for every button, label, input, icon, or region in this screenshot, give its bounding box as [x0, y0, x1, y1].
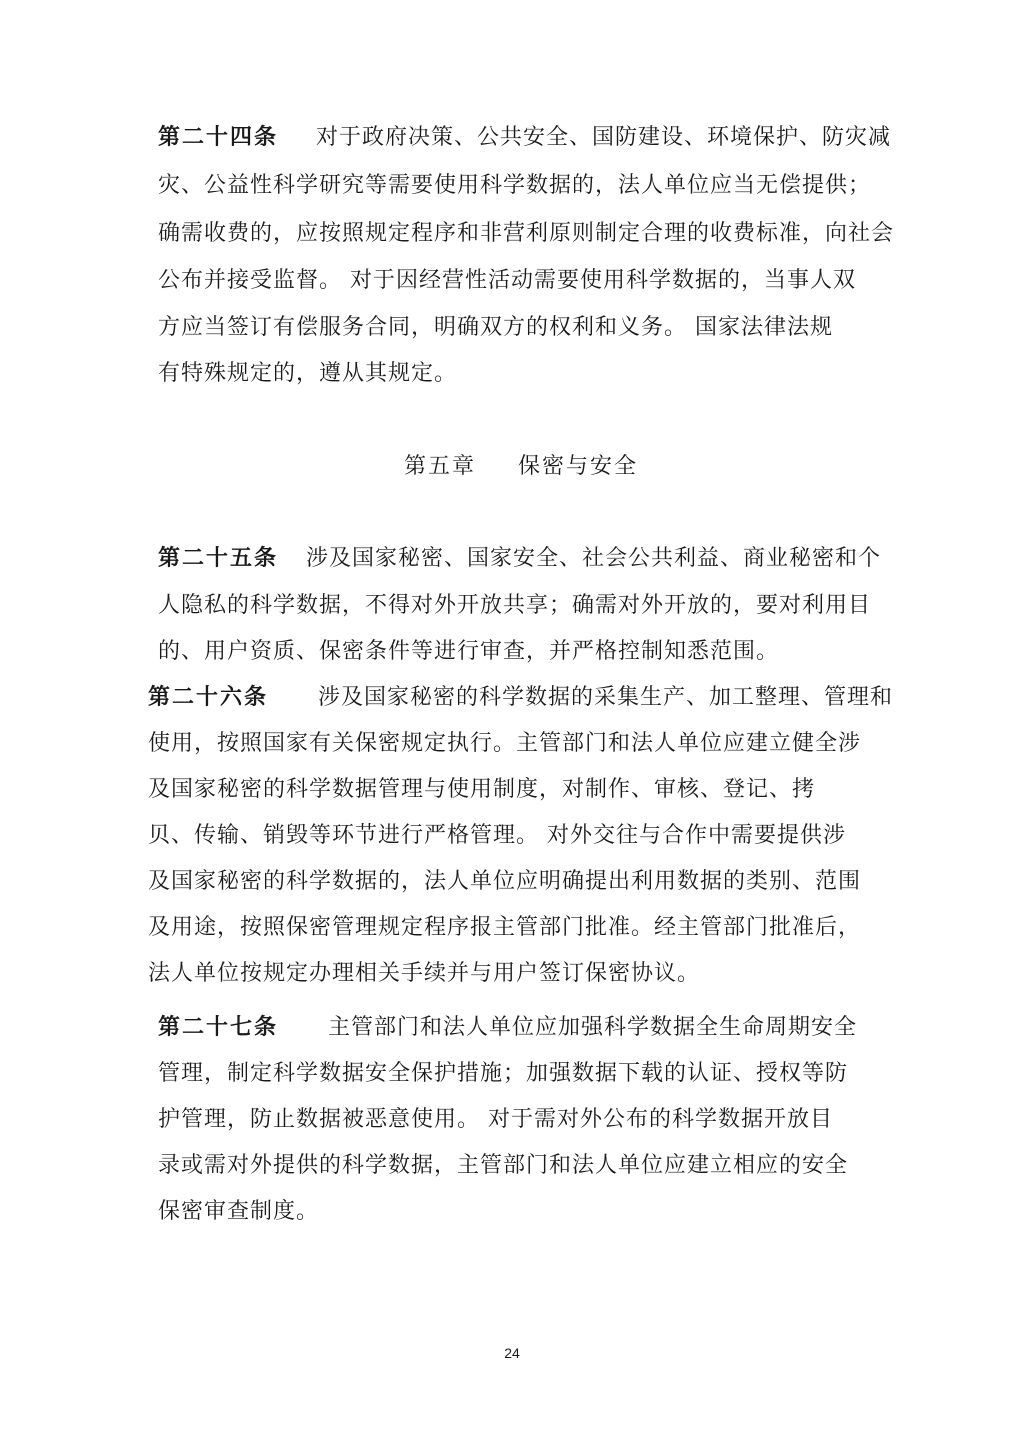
article-27-text: 主管部门和法人单位应加强科学数据全生命周期安全 [328, 1015, 858, 1040]
article-24-text: 对于政府决策、公共安全、国防建设、环境保护、防灾减 [316, 125, 892, 150]
article-26-line-6: 及用途，按照保密管理规定程序报主管部门批准。经主管部门批准后， [148, 915, 862, 940]
article-24-number: 第二十四条 [158, 125, 279, 150]
article-27-line-2: 管理，制定科学数据安全保护措施；加强数据下载的认证、授权等防 [158, 1061, 849, 1086]
article-26-number: 第二十六条 [148, 685, 269, 710]
article-25-number: 第二十五条 [158, 546, 279, 571]
article-24-line-2: 灾、公益性科学研究等需要使用科学数据的，法人单位应当无偿提供； [158, 173, 872, 198]
article-27-line-3: 护管理，防止数据被恶意使用。 对于需对外公布的科学数据开放目 [158, 1107, 833, 1132]
chapter-heading [404, 452, 638, 482]
article-27-line-4: 录或需对外提供的科学数据，主管部门和法人单位应建立相应的安全 [158, 1153, 849, 1178]
article-24-line-6: 有特殊规定的，遵从其规定。 [158, 361, 458, 386]
chapter-number: 第五章 [404, 454, 477, 479]
article-26-line-5: 及国家秘密的科学数据的，法人单位应明确提出利用数据的类别、范围 [148, 869, 862, 894]
chapter-title: 保密与安全 [518, 454, 639, 479]
article-26-line-4: 贝、传输、销毁等环节进行严格管理。 对外交往与合作中需要提供涉 [148, 823, 846, 848]
article-27-line-1 [158, 1013, 857, 1043]
article-24-line-1 [158, 123, 891, 153]
article-26-line-2: 使用，按照国家有关保密规定执行。主管部门和法人单位应建立健全涉 [148, 731, 862, 756]
article-24-line-4: 公布并接受监督。 对于因经营性活动需要使用科学数据的，当事人双 [158, 268, 856, 293]
article-25-text: 涉及国家秘密、国家安全、社会公共利益、商业秘密和个 [306, 546, 882, 571]
article-26-text: 涉及国家秘密的科学数据的采集生产、加工整理、管理和 [318, 685, 894, 710]
article-24-line-3: 确需收费的，应按照规定程序和非营利原则制定合理的收费标准，向社会 [158, 221, 895, 246]
article-26-line-1 [148, 683, 893, 713]
article-25-line-3: 的、用户资质、保密条件等进行审查，并严格控制知悉范围。 [158, 639, 780, 664]
page-number: 24 [504, 1345, 520, 1361]
article-27-number: 第二十七条 [158, 1015, 279, 1040]
article-25-line-2: 人隐私的科学数据，不得对外开放共享；确需对外开放的，要对利用目 [158, 593, 872, 618]
article-25-line-1 [158, 544, 881, 574]
article-26-line-7: 法人单位按规定办理相关手续并与用户签订保密协议。 [148, 961, 701, 986]
article-24-line-5: 方应当签订有偿服务合同，明确双方的权利和义务。 国家法律法规 [158, 315, 833, 340]
article-26-line-3: 及国家秘密的科学数据管理与使用制度，对制作、审核、登记、拷 [148, 777, 816, 802]
article-27-line-5: 保密审查制度。 [158, 1199, 320, 1224]
